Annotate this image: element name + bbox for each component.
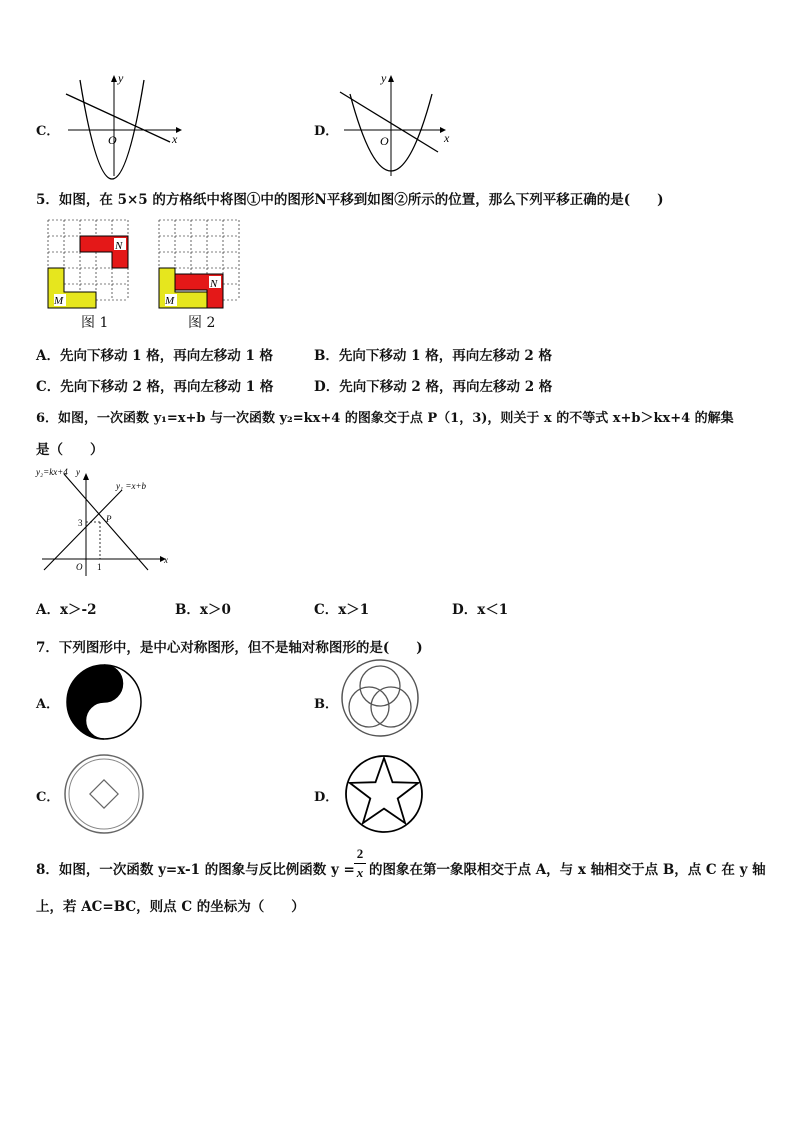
q7-option-d-label[interactable]: D． xyxy=(314,790,339,805)
q5-fig1-m-label: M xyxy=(54,295,64,307)
q4-graph-d xyxy=(334,72,464,182)
q8-fraction-numerator: 2 xyxy=(356,846,364,861)
q5-fig1-caption: 图 1 xyxy=(81,315,109,331)
q6-option-c[interactable]: C．x＞1 xyxy=(314,602,370,618)
q5-fig2-m-label: M xyxy=(165,295,175,307)
q5-option-c[interactable]: C．先向下移动 2 格，再向左移动 1 格 xyxy=(36,379,274,395)
q8-fraction xyxy=(354,846,366,881)
q7-stem: 7．下列图形中，是中心对称图形，但不是轴对称图形的是( ) xyxy=(36,640,423,656)
q4-graph-c xyxy=(58,72,188,182)
q4-option-c-label[interactable]: C． xyxy=(36,124,60,139)
q4d-y-label: y xyxy=(381,71,387,85)
q7-coin-figure xyxy=(62,752,146,836)
q6-tick-3: 3 xyxy=(78,518,83,528)
q5-fig1-n-label: N xyxy=(115,240,123,252)
q7-option-c-label[interactable]: C． xyxy=(36,790,60,805)
q5-option-a[interactable]: A．先向下移动 1 格，再向左移动 1 格 xyxy=(36,348,274,364)
q7-yin-yang-figure xyxy=(62,660,146,744)
q8-stem-part2: 的图象在第一象限相交于点 A，与 x 轴相交于点 B，点 C 在 y 轴 xyxy=(369,862,766,878)
q8-fraction-denominator: x xyxy=(356,865,364,880)
q6-stem-line2: 是（ ） xyxy=(36,442,104,458)
q5-figure-1 xyxy=(48,220,130,310)
q5-option-d[interactable]: D．先向下移动 2 格，再向左移动 2 格 xyxy=(314,379,553,395)
q6-tick-1: 1 xyxy=(97,562,102,572)
q5-figure-2 xyxy=(159,220,241,310)
q8-stem-part1: 8．如图，一次函数 y=x-1 的图象与反比例函数 y = xyxy=(36,862,355,878)
q4-option-d-label[interactable]: D． xyxy=(314,124,339,139)
q6-stem-line1: 6．如图，一次函数 y₁=x+b 与一次函数 y₂=kx+4 的图象交于点 P（1，3)，则关于 x 的不等式 x+b＞kx+4 的解集 xyxy=(36,411,734,426)
q8-fraction-bar xyxy=(354,863,366,864)
q6-origin-label: O xyxy=(76,562,83,572)
q6-y2-label: y₂=kx+4 xyxy=(36,467,68,477)
q7-option-b-label[interactable]: B． xyxy=(314,697,338,712)
q5-fig2-caption: 图 2 xyxy=(188,315,216,331)
q7-three-arcs-figure xyxy=(338,656,422,740)
q4c-origin-label: O xyxy=(108,133,117,147)
q8-stem-line2: 上，若 AC=BC，则点 C 的坐标为（ ） xyxy=(36,899,305,915)
q4d-x-label: x xyxy=(444,131,450,145)
q4c-x-label: x xyxy=(172,132,178,146)
q7-star-figure xyxy=(342,752,426,836)
q6-option-d[interactable]: D．x＜1 xyxy=(452,602,509,618)
q5-option-b[interactable]: B．先向下移动 1 格，再向左移动 2 格 xyxy=(314,348,552,364)
q5-stem: 5．如图，在 5×5 的方格纸中将图①中的图形N平移到如图②所示的位置，那么下列平移正确的是( ) xyxy=(36,192,664,208)
q5-fig2-n-label: N xyxy=(210,278,218,290)
q4d-origin-label: O xyxy=(380,134,389,148)
q4c-y-label: y xyxy=(118,71,124,85)
q6-p-label: P xyxy=(106,514,112,524)
q7-option-a-label[interactable]: A． xyxy=(36,697,60,712)
q6-option-a[interactable]: A．x＞-2 xyxy=(36,602,97,618)
q6-x-label: x xyxy=(164,555,168,565)
q6-option-b[interactable]: B．x＞0 xyxy=(175,602,231,618)
q6-y-label: y xyxy=(76,467,80,477)
q6-graph xyxy=(36,462,176,577)
q6-y1-label: y₁ =x+b xyxy=(116,481,147,491)
